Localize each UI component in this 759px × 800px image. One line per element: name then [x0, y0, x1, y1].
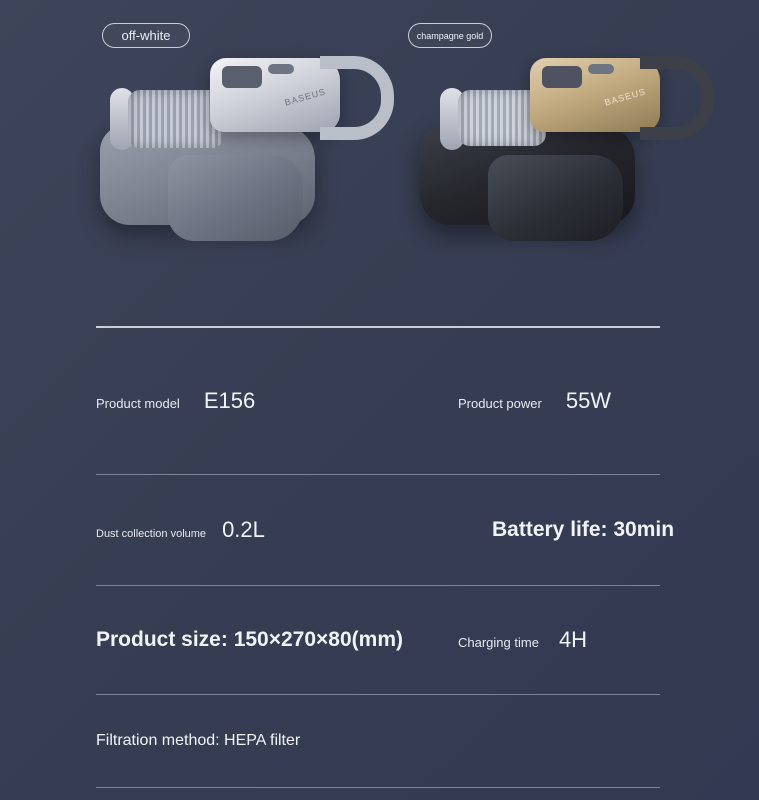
brand-logo: BASEUS	[283, 86, 328, 108]
spec-label-dust-collection-volume: Dust collection volume	[96, 528, 207, 540]
spec-value-dust-collection-volume: 0.2L	[222, 517, 265, 542]
color-badge-off-white: off-white	[102, 23, 190, 48]
spec-text-product-size: Product size: 150×270×80(mm)	[96, 628, 403, 651]
vacuum-nozzle	[168, 155, 303, 241]
spec-value-charging-time: 4H	[558, 627, 588, 652]
spec-cell-charging-time	[458, 627, 587, 653]
table-bottom-divider	[96, 787, 660, 788]
spec-row-size-charging	[96, 586, 660, 694]
brand-logo: BASEUS	[603, 86, 648, 108]
spec-label-charging-time: Charging time	[458, 635, 539, 650]
vacuum-display-panel	[222, 66, 262, 88]
spec-row-model-power	[96, 328, 660, 474]
spec-label-product-power: Product power	[458, 396, 542, 411]
vacuum-handle	[320, 56, 394, 140]
vacuum-illustration-off-white	[70, 30, 380, 280]
vacuum-buttons	[268, 64, 294, 74]
spec-cell-dust-volume	[96, 517, 265, 543]
spec-row-dust-battery	[96, 475, 675, 585]
specifications-table	[96, 326, 675, 788]
vacuum-illustration-champagne-gold	[400, 30, 700, 280]
spec-label-product-model: Product model	[96, 396, 180, 411]
spec-value-product-model: E156	[203, 388, 256, 413]
vacuum-buttons	[588, 64, 614, 74]
vacuum-handle	[640, 56, 714, 140]
color-badge-champagne-gold: champagne gold	[408, 23, 492, 48]
spec-text-battery-life: Battery life: 30min	[492, 518, 675, 541]
product-gallery	[0, 0, 759, 320]
spec-value-product-power: 55W	[565, 388, 612, 413]
spec-text-filtration-method: Filtration method: HEPA filter	[96, 732, 301, 749]
vacuum-display-panel	[542, 66, 582, 88]
vacuum-nozzle	[488, 155, 623, 241]
spec-row-filtration	[96, 695, 660, 787]
spec-cell-model	[96, 388, 255, 414]
spec-cell-power	[458, 388, 611, 414]
